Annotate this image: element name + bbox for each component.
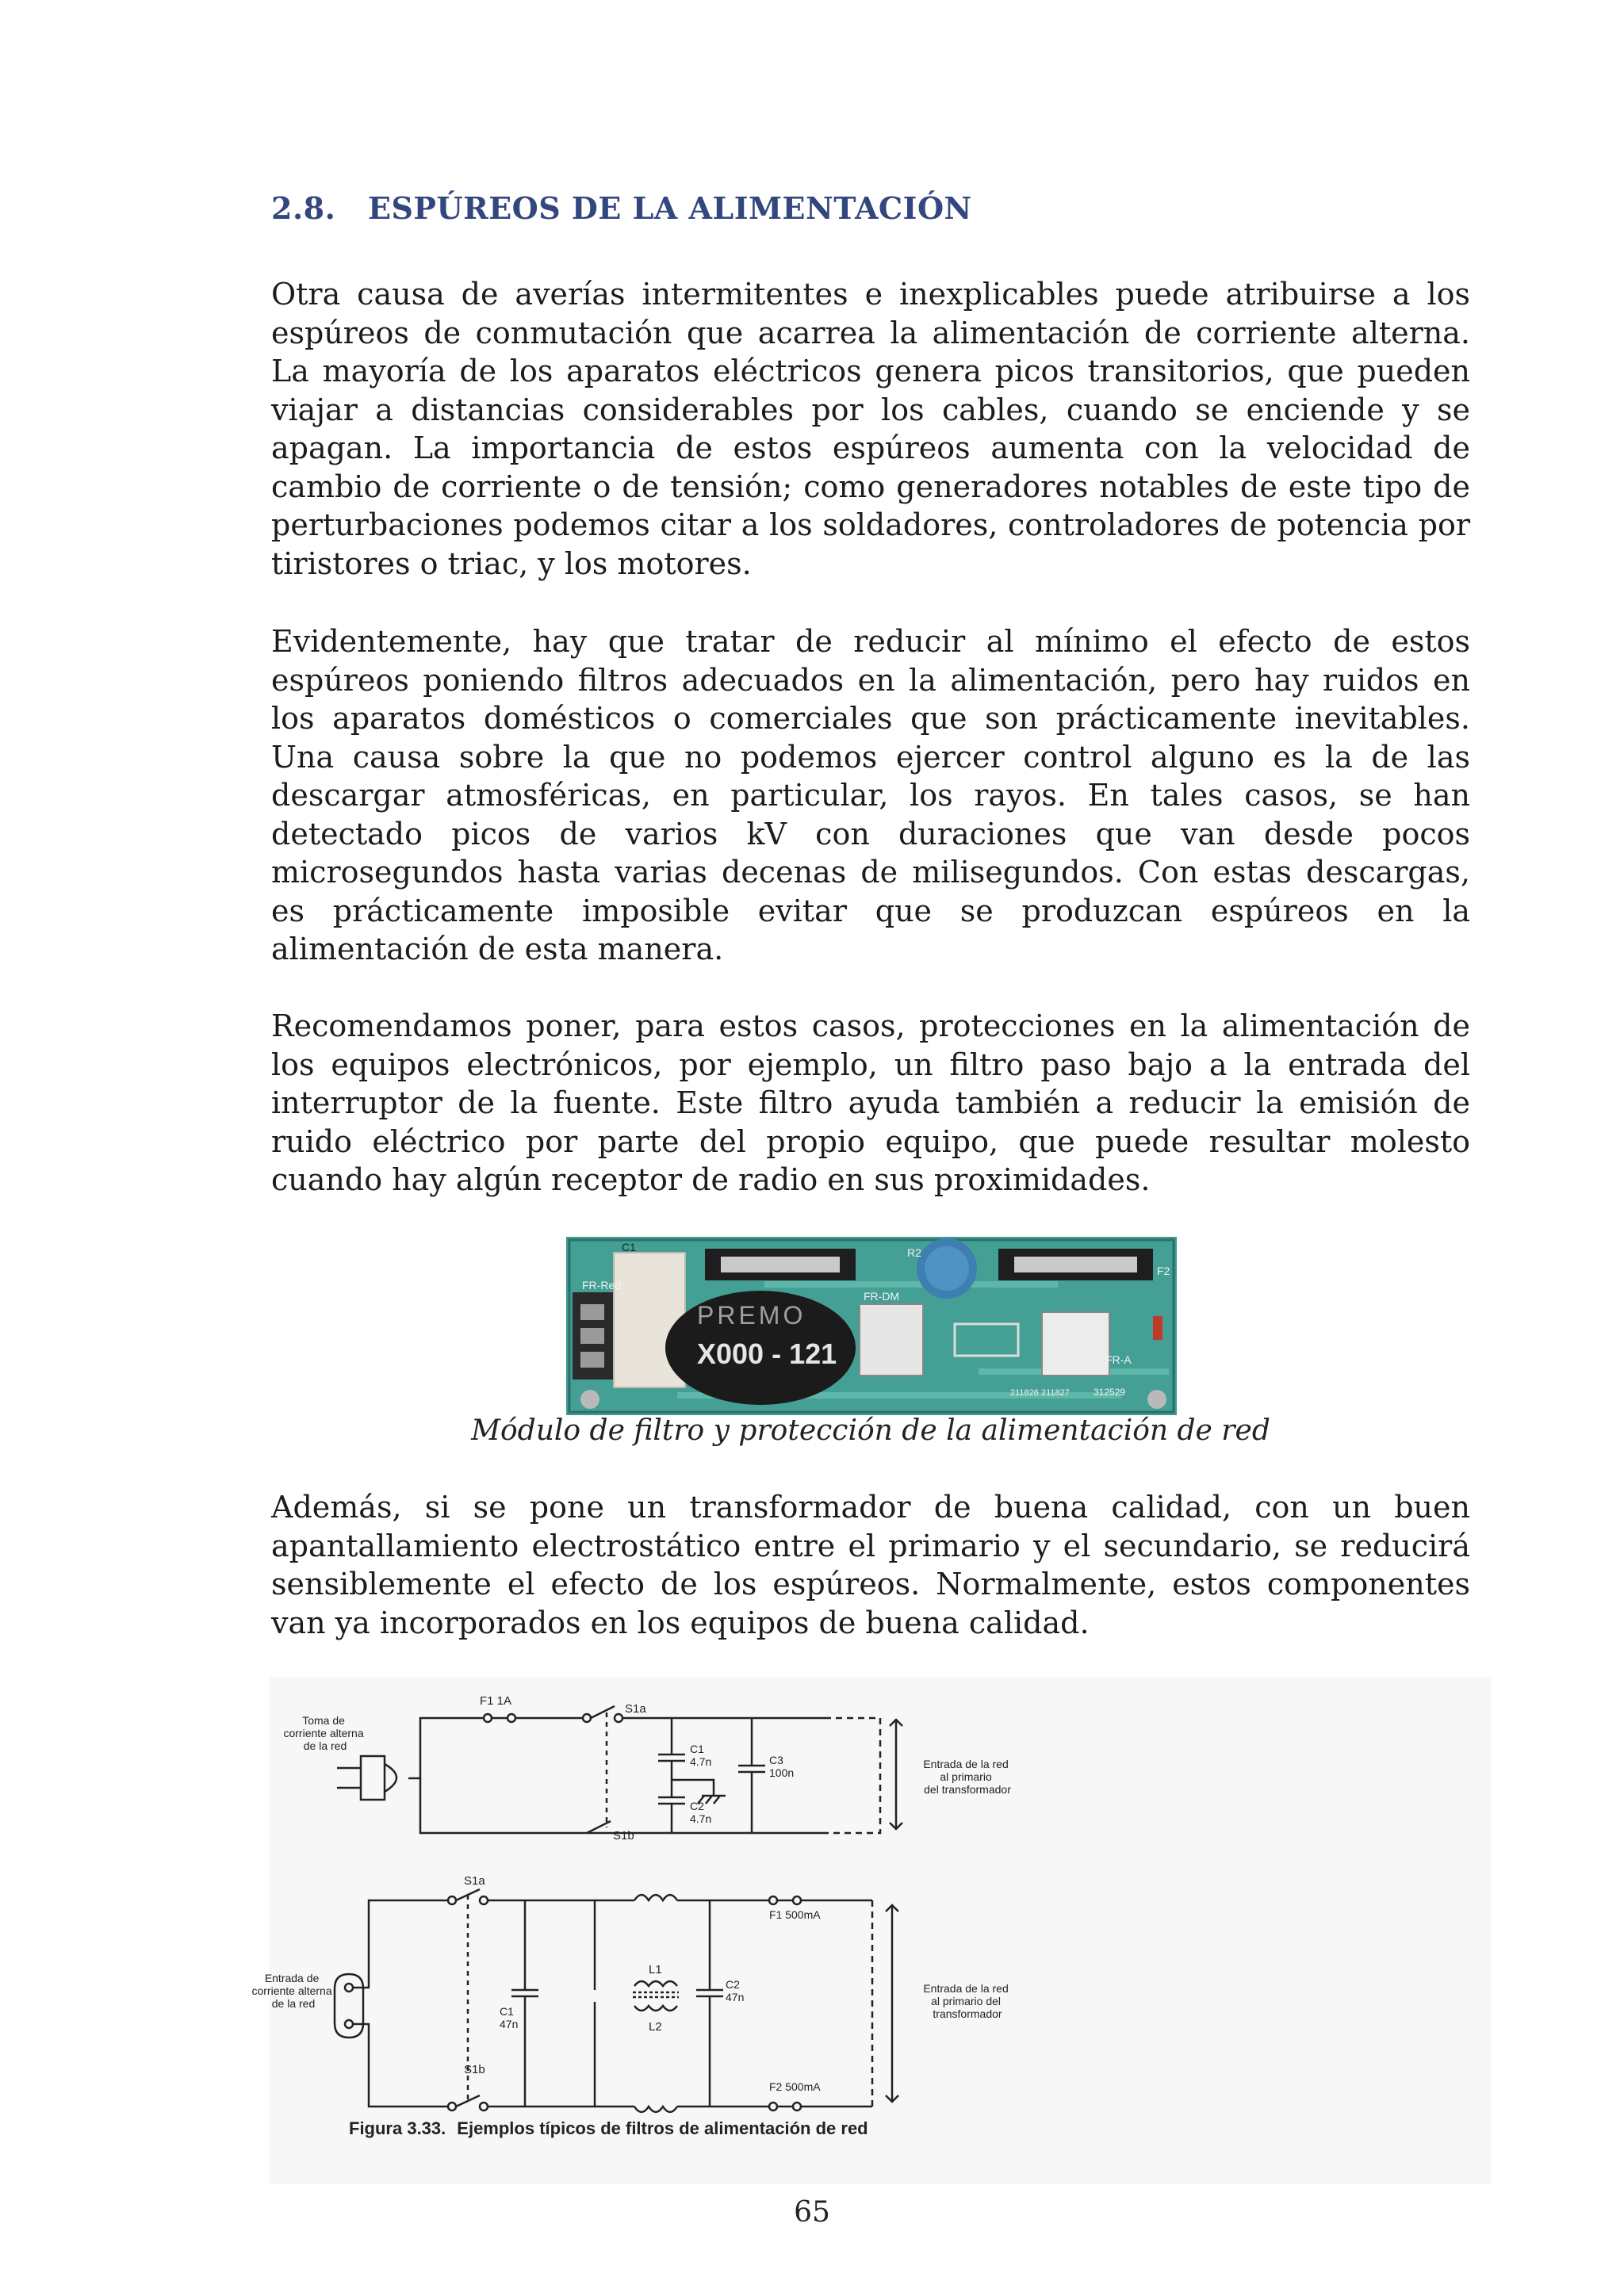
svg-text:C2 4.7n	[690, 1800, 711, 1825]
bottom-output-label-1: Entrada de la red	[923, 1982, 1009, 1995]
top-c3-value: 100n	[769, 1766, 795, 1779]
paragraph-4: Además, si se pone un transformador de buena calidad, con un buen apantallamiento electrostático entre el primario y el secundario, se reducirá sensiblemente el efecto de los espúreos. Normalmente, estos componentes van ya incorporados en los equipos de buena calidad.	[271, 1490, 1470, 1640]
photo-label-codes: 211826 211827	[1010, 1388, 1070, 1398]
photo-label-fr-dm: FR-DM	[864, 1290, 900, 1303]
svg-text:C2 47n	[726, 1978, 744, 2003]
bottom-l1-label: L1	[649, 1963, 662, 1976]
photo-caption: Módulo de filtro y protección de la alimentación de red	[471, 1414, 1270, 1447]
section-title: ESPÚREOS DE LA ALIMENTACIÓN	[368, 190, 972, 226]
photo-label-part: X000 - 121	[697, 1337, 837, 1370]
bottom-input-label-3: de la red	[271, 1997, 316, 2010]
paragraph-2: Evidentemente, hay que tratar de reducir al mínimo el efecto de estos espúreos poniendo filtros adecuados en la alimentación, pero hay ruidos en los aparatos domésticos o comerciales que son prácticamente inevitables. Una causa sobre la que no podemos ejercer control alguno es la de las descargar atmosféricas, en particular, los rayos. En tales casos, se han detectado picos de varios kV con duraciones que van desde pocos microsegundos hasta varias decenas de milisegundos. Con estas descargas, es prácticamente imposible evitar que se produzcan espúreos en la alimentación de esta manera.	[271, 624, 1470, 966]
svg-text:Entrada de corriente a	[251, 1972, 335, 2010]
top-c1-value: 4.7n	[690, 1755, 712, 1768]
svg-text:C1 47n	[500, 2005, 518, 2030]
top-output-label-3: del transformador	[924, 1783, 1011, 1796]
section-number: 2.8.	[271, 190, 336, 226]
figure-label: Figura 3.33.	[349, 2118, 446, 2138]
photo-label-c1: C1	[622, 1241, 636, 1253]
photo-label-r2: R2	[907, 1246, 921, 1259]
paragraph-1: Otra causa de averías intermitentes e inexplicables puede atribuirse a los espúreos de conmutación que acarrea la alimentación de corriente alterna. La mayoría de los aparatos eléctricos genera picos transitorios, que pueden viajar a distancias considerables por los cables, cuando se enciende y se apagan. La importancia de estos espúreos aumenta con la velocidad de cambio de corriente o de tensión; como generadores notables de este tipo de perturbaciones podemos citar a los soldadores, controladores de potencia por tiristores o triac, y los motores.	[271, 277, 1470, 581]
top-switch-b-label: S1b	[613, 1829, 634, 1843]
bottom-output-label-3: transformador	[933, 2007, 1002, 2020]
bottom-f2-label: F2 500mA	[769, 2080, 821, 2093]
photo-label-fr-a: FR-A	[1105, 1353, 1132, 1366]
top-c2-name: C2	[690, 1800, 704, 1812]
bottom-c2-name: C2	[726, 1978, 740, 1991]
filter-module-illustration	[566, 1237, 1177, 1415]
photo-label-brand: PREMO	[697, 1301, 806, 1330]
figure-caption	[349, 2118, 868, 2139]
figure-caption-text: Ejemplos típicos de filtros de alimentación de red	[457, 2118, 868, 2138]
top-output-label-1: Entrada de la red	[923, 1758, 1009, 1770]
svg-text:Toma de corriente alte	[283, 1714, 366, 1752]
top-input-label-2: corriente alterna	[283, 1727, 364, 1739]
top-input-label-1: Toma de	[302, 1714, 345, 1727]
filter-schematics	[251, 1677, 1491, 2184]
photo-label-fr-red: FR-Red	[582, 1279, 622, 1292]
paragraph-3: Recomendamos poner, para estos casos, protecciones en la alimentación de los equipos electrónicos, por ejemplo, un filtro paso bajo a la entrada del interruptor de la fuente. Este filtro ayuda también a reducir la emisión de ruido eléctrico por parte del propio equipo, que puede resultar molesto cuando hay algún receptor de radio en sus proximidades.	[271, 1008, 1470, 1197]
bottom-l2-label: L2	[649, 2020, 662, 2034]
top-input-label-3: de la red	[303, 1739, 347, 1752]
bottom-c1-value: 47n	[500, 2018, 519, 2030]
svg-text:C3 100n	[769, 1754, 794, 1779]
bottom-output-label-2: al primario del	[931, 1995, 1002, 2007]
top-c2-value: 4.7n	[690, 1812, 712, 1825]
top-c3-name: C3	[769, 1754, 783, 1766]
bottom-c2-value: 47n	[726, 1991, 745, 2003]
page-number: 65	[794, 2196, 830, 2229]
bottom-f1-label: F1 500mA	[769, 1908, 821, 1921]
top-switch-a-label: S1a	[625, 1702, 646, 1716]
section-heading	[271, 190, 972, 226]
bottom-c1-name: C1	[500, 2005, 514, 2018]
bottom-switch-a-label: S1a	[464, 1874, 485, 1888]
svg-text:Entrada de la red al p	[923, 1758, 1011, 1796]
svg-text:C1 4.7n	[690, 1743, 711, 1768]
photo-label-f2: F2	[1157, 1265, 1170, 1277]
bottom-input-label-2: corriente alterna	[251, 1984, 332, 1997]
filter-schematics-figure	[251, 1677, 1491, 2184]
photo-label-serial: 312529	[1094, 1387, 1126, 1398]
svg-text:Entrada de la red al p	[923, 1982, 1011, 2020]
filter-module-photo	[566, 1237, 1177, 1415]
top-output-label-2: al primario	[940, 1770, 992, 1783]
top-fuse-label: F1 1A	[480, 1694, 512, 1708]
bottom-input-label-1: Entrada de	[264, 1972, 320, 1984]
top-c1-name: C1	[690, 1743, 704, 1755]
bottom-switch-b-label: S1b	[464, 2063, 485, 2076]
